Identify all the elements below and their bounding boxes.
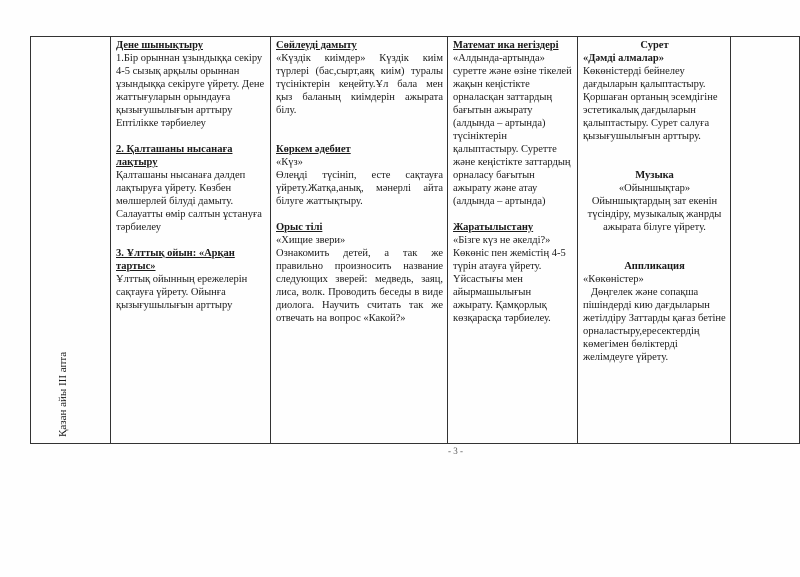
block-text: 1.Бір орыннан ұзындыққа секіру 4-5 сызық арқылы орыннан ұзындыққа секіруге үйрету. Дене жаттығуларын орындауға қызығушылығын арттыру Ептілікке тәрбиелеу <box>116 53 265 129</box>
block-text: «Дәмді алмалар» Көкөністерді бейнелеу дағдыларын қалыптастыру. Қоршаған ортаның эсемдігіне эстетикалық дағдыларын қалыптастыру. Сурет салуға қызығушылығын арттыру. <box>583 53 718 142</box>
week-label <box>57 337 77 437</box>
speech-literature-column <box>270 37 447 443</box>
block-text: «Күздік киімдер» Күздік киім түрлері (бас,сырт,аяқ киім) туралы түсініктерін кеңейту.Ұл бала мен қыз баланың киімдерін ажырата білу. <box>276 53 443 116</box>
block-heading: Аппликация <box>624 261 685 272</box>
block-heading: Жаратылыстану <box>453 222 534 233</box>
cell-content <box>578 37 730 364</box>
block-heading: Көркем әдебиет <box>276 144 351 155</box>
block-heading: Орыс тілі <box>276 222 323 233</box>
block-heading: Сурет <box>640 40 669 51</box>
block-heading: 2. Қалташаны нысанаға лақтыру <box>116 144 233 168</box>
empty-column <box>730 37 800 443</box>
cell-content <box>448 37 577 325</box>
block-text: «Алдында-артында» суретте және өзіне тікелей жақын кеңістікте орналасқан заттардың бағытын ажырату (алдында – артында) түсініктерін қалыптастыру. Суретте және кеңістікте заттардың орналасу бағытын ажырату және атау (алдында – артында) <box>453 53 572 207</box>
block-text: «Күз» Өлеңді түсініп, есте сақтауға үйрету.Жатқа,анық, мәнерлі айта білуге жаттықтыру. <box>276 157 443 207</box>
block-heading: Математ ика негіздері <box>453 40 559 51</box>
math-nature-column <box>447 37 577 443</box>
weekly-plan-table <box>30 36 800 444</box>
cell-content <box>271 37 447 325</box>
block-heading: 3. Ұлттық ойын: «Арқан тартыс» <box>116 248 235 272</box>
week-label-column <box>30 37 110 443</box>
block-text: «Көкөністер» Дөңгелек және сопақша пішіндерді кию дағдыларын жетілдіру Заттарды қағаз бетіне орналастыру,ересектердің көмегімен бөліктерді желімдеуге үйрету. <box>583 274 726 363</box>
week-label-text: Қазан айы III апта <box>57 351 69 437</box>
block-text: «Бізге күз не әкелді?» Көкөніс пен жемістің 4-5 түрін атауға үйрету. Үйсастығы мен айырмашылығын ажырату. Қамқорлық көзқарасқа тәрбиелеу. <box>453 235 566 324</box>
block-text: «Ойыншықтар» Ойыншықтардың зат екенін түсіндіру, музыкалық жанрды ажырата білуге үйрету. <box>587 183 722 233</box>
cell-content <box>111 37 270 312</box>
block-text: Қалташаны нысанаға дәлдеп лақтыруға үйрету. Көзбен мөлшерлей білуді дамыту. Салауатты өмір салтын ұстануға тәрбиелеу <box>116 170 262 233</box>
block-heading: Дене шынықтыру <box>116 40 204 51</box>
block-text: «Хищие звери» Ознакомить детей, а так же правильно произносить название следующих зверей: медведь, заяц, лиса, волк. Проводить беседы в виде диолога. Научить считать так же отвечать на вопрос «Какой?» <box>276 235 443 324</box>
block-heading: Сөйлеуді дамыту <box>276 40 357 51</box>
art-music-column <box>577 37 730 443</box>
physical-education-column <box>110 37 270 443</box>
block-text: Ұлттық ойынның ережелерін сақтауға үйрету. Ойынға қызығушылығын арттыру <box>116 274 248 311</box>
page-mark: - 3 - <box>448 446 463 456</box>
block-heading: Музыка <box>635 170 674 181</box>
